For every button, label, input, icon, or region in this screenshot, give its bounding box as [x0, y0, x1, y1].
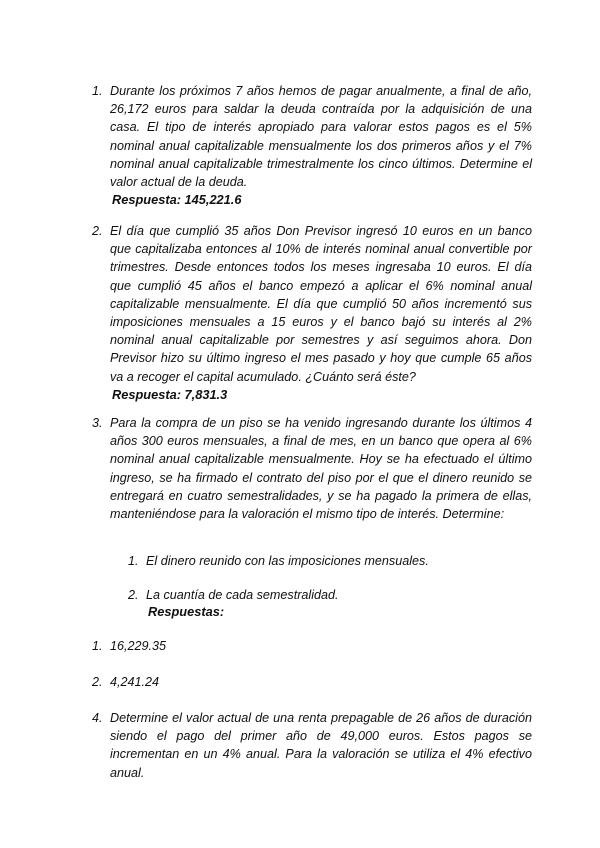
- question-text: Durante los próximos 7 años hemos de pagar anualmente, a final de año, 26,172 euros para saldar la deuda contraída por la adquisición de una casa. El tipo de interés apropiado para valorar estos pagos es el 5% nominal anual capitalizable mensualmente los dos primeros años y el 7% nominal anual capitalizable trimestralmente los cinco últimos. Determine el valor actual de la deuda.: [110, 84, 532, 190]
- subitem-text: El dinero reunido con las imposiciones mensuales.: [146, 554, 429, 568]
- question-text: Determine el valor actual de una renta prepagable de 26 años de duración siendo el pago del primer año de 49,000 euros. Estos pagos se incrementan en un 4% anual. Para la valoración se utiliza el 4% efectivo anual.: [110, 711, 532, 780]
- subitem-number: 1.: [128, 554, 139, 568]
- answer: Respuesta: 145,221.6: [112, 192, 242, 208]
- question-number: 1.: [92, 84, 103, 98]
- subitem-text: La cuantía de cada semestralidad.: [146, 588, 339, 602]
- answer: Respuesta: 7,831.3: [112, 386, 228, 402]
- question-number: 2.: [92, 224, 103, 238]
- question-4: [92, 709, 532, 782]
- answer-item-2: [92, 673, 532, 691]
- question-number: 3.: [92, 416, 103, 430]
- answer-item-1: [92, 637, 532, 655]
- question-2: [92, 222, 532, 404]
- subitem-1: [128, 552, 528, 570]
- question-1: [92, 82, 532, 209]
- answers-label: Respuestas:: [148, 604, 225, 619]
- question-number: 4.: [92, 711, 103, 725]
- subitem-2: [128, 586, 528, 604]
- answer-number: 1.: [92, 639, 103, 653]
- question-text: El día que cumplió 35 años Don Previsor ingresó 10 euros en un banco que capitalizaba entonces al 10% de interés nominal anual convertible por trimestres. Desde entonces todos los meses ingresaba 10 euros. El día que cumplió 45 años el banco empezó a aplicar el 6% nominal anual capitalizable mensualmente. El día que cumplió 50 años incrementó sus imposiciones mensuales a 15 euros y el banco bajó su interés al 2% nominal anual capitalizable por semestres y así seguimos ahora. Don Previsor hizo su último ingreso el mes pasado y hoy que cumple 65 años va a recoger el capital acumulado. ¿Cuánto será éste?: [110, 224, 532, 384]
- subitem-number: 2.: [128, 588, 139, 602]
- question-3: [92, 414, 532, 523]
- answer-value: 4,241.24: [110, 675, 160, 689]
- answer-number: 2.: [92, 675, 103, 689]
- answer-value: 16,229.35: [110, 639, 167, 653]
- question-text: Para la compra de un piso se ha venido ingresando durante los últimos 4 años 300 euros mensuales, a final de mes, en un banco que opera al 6% nominal anual capitalizable mensualmente. Hoy se ha efectuado el último ingreso, se ha firmado el contrato del piso por el que el dinero reunido se entregará en cuatro semestralidades, y se ha pagado la primera de ellas, manteniéndose para la valoración el mismo tipo de interés. Determine:: [110, 416, 532, 522]
